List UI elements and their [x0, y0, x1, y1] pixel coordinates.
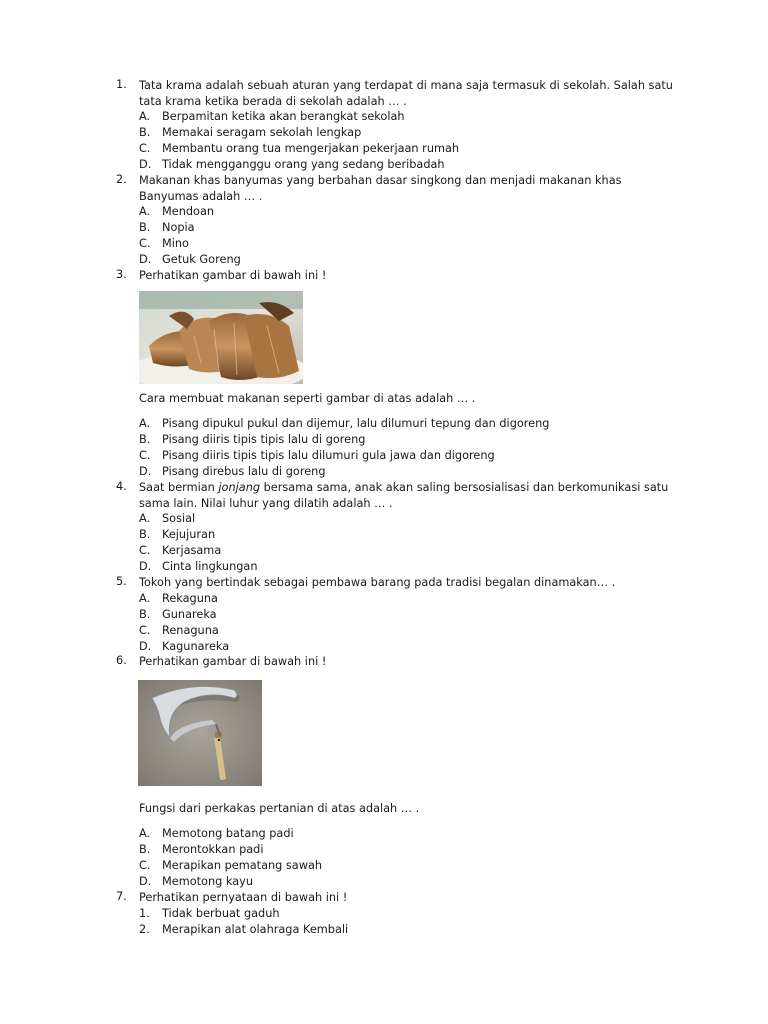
question-number: 7.	[116, 890, 127, 903]
question-text: Tata krama adalah sebuah aturan yang terdapat di mana saja termasuk di sekolah. Salah satu tata krama ketika berada di sekolah adalah … .	[139, 79, 673, 108]
option-b: B. Memakai seragam sekolah lengkap	[139, 126, 362, 139]
option-b: B. Nopia	[139, 221, 195, 234]
option-d: D. Getuk Goreng	[139, 253, 241, 266]
question-number: 1.	[116, 78, 127, 91]
option-c: C. Pisang diiris tipis tipis lalu dilumuri gula jawa dan digoreng	[139, 449, 495, 462]
option-b: B. Kejujuran	[139, 528, 216, 541]
option-a: A. Sosial	[139, 512, 196, 525]
question-number: 5.	[116, 575, 127, 588]
option-c: C. Renaguna	[139, 624, 219, 637]
option-c: C. Kerjasama	[139, 544, 222, 557]
option-b: B. Pisang diiris tipis tipis lalu di goreng	[139, 433, 366, 446]
option-d: D. Tidak mengganggu orang yang sedang beribadah	[139, 158, 445, 171]
option-c: C. Merapikan pematang sawah	[139, 859, 323, 872]
option-b: B. Merontokkan padi	[139, 843, 264, 856]
italic-word: jonjang	[218, 481, 261, 494]
option-a: A. Rekaguna	[139, 592, 218, 605]
statement-2: 2. Merapikan alat olahraga Kembali	[139, 923, 349, 936]
option-c: C. Membantu orang tua mengerjakan pekerjaan rumah	[139, 142, 460, 155]
statement-1: 1. Tidak berbuat gaduh	[139, 907, 280, 920]
option-c: C. Mino	[139, 237, 189, 250]
question-text: Saat bermian jonjang bersama sama, anak akan saling bersosialisasi dan berkomunikasi satu sama lain. Nilai luhur yang dilatih adalah … .	[139, 481, 669, 510]
question-text: Perhatikan pernyataan di bawah ini !	[139, 891, 348, 904]
option-d: D. Kagunareka	[139, 640, 230, 653]
question-3-prompt: Cara membuat makanan seperti gambar di atas adalah … .	[139, 392, 476, 405]
option-d: D. Pisang direbus lalu di goreng	[139, 465, 326, 478]
option-d: D. Cinta lingkungan	[139, 560, 258, 573]
option-a: A. Pisang dipukul pukul dan dijemur, lalu dilumuri tepung dan digoreng	[139, 417, 550, 430]
sickle-photo	[138, 680, 262, 786]
question-number: 3.	[116, 268, 127, 281]
question-text: Makanan khas banyumas yang berbahan dasar singkong dan menjadi makanan khas Banyumas adalah … .	[139, 174, 622, 203]
option-a: A. Berpamitan ketika akan berangkat sekolah	[139, 110, 405, 123]
option-a: A. Mendoan	[139, 205, 215, 218]
option-a: A. Memotong batang padi	[139, 827, 294, 840]
question-text: Perhatikan gambar di bawah ini !	[139, 655, 327, 668]
question-text: Perhatikan gambar di bawah ini !	[139, 269, 327, 282]
question-number: 4.	[116, 480, 127, 493]
question-number: 6.	[116, 654, 127, 667]
fried-banana-photo	[139, 291, 303, 384]
question-6-prompt: Fungsi dari perkakas pertanian di atas adalah … .	[139, 802, 420, 815]
option-d: D. Memotong kayu	[139, 875, 253, 888]
question-text: Tokoh yang bertindak sebagai pembawa barang pada tradisi begalan dinamakan… .	[139, 576, 616, 589]
question-number: 2.	[116, 173, 127, 186]
option-b: B. Gunareka	[139, 608, 217, 621]
